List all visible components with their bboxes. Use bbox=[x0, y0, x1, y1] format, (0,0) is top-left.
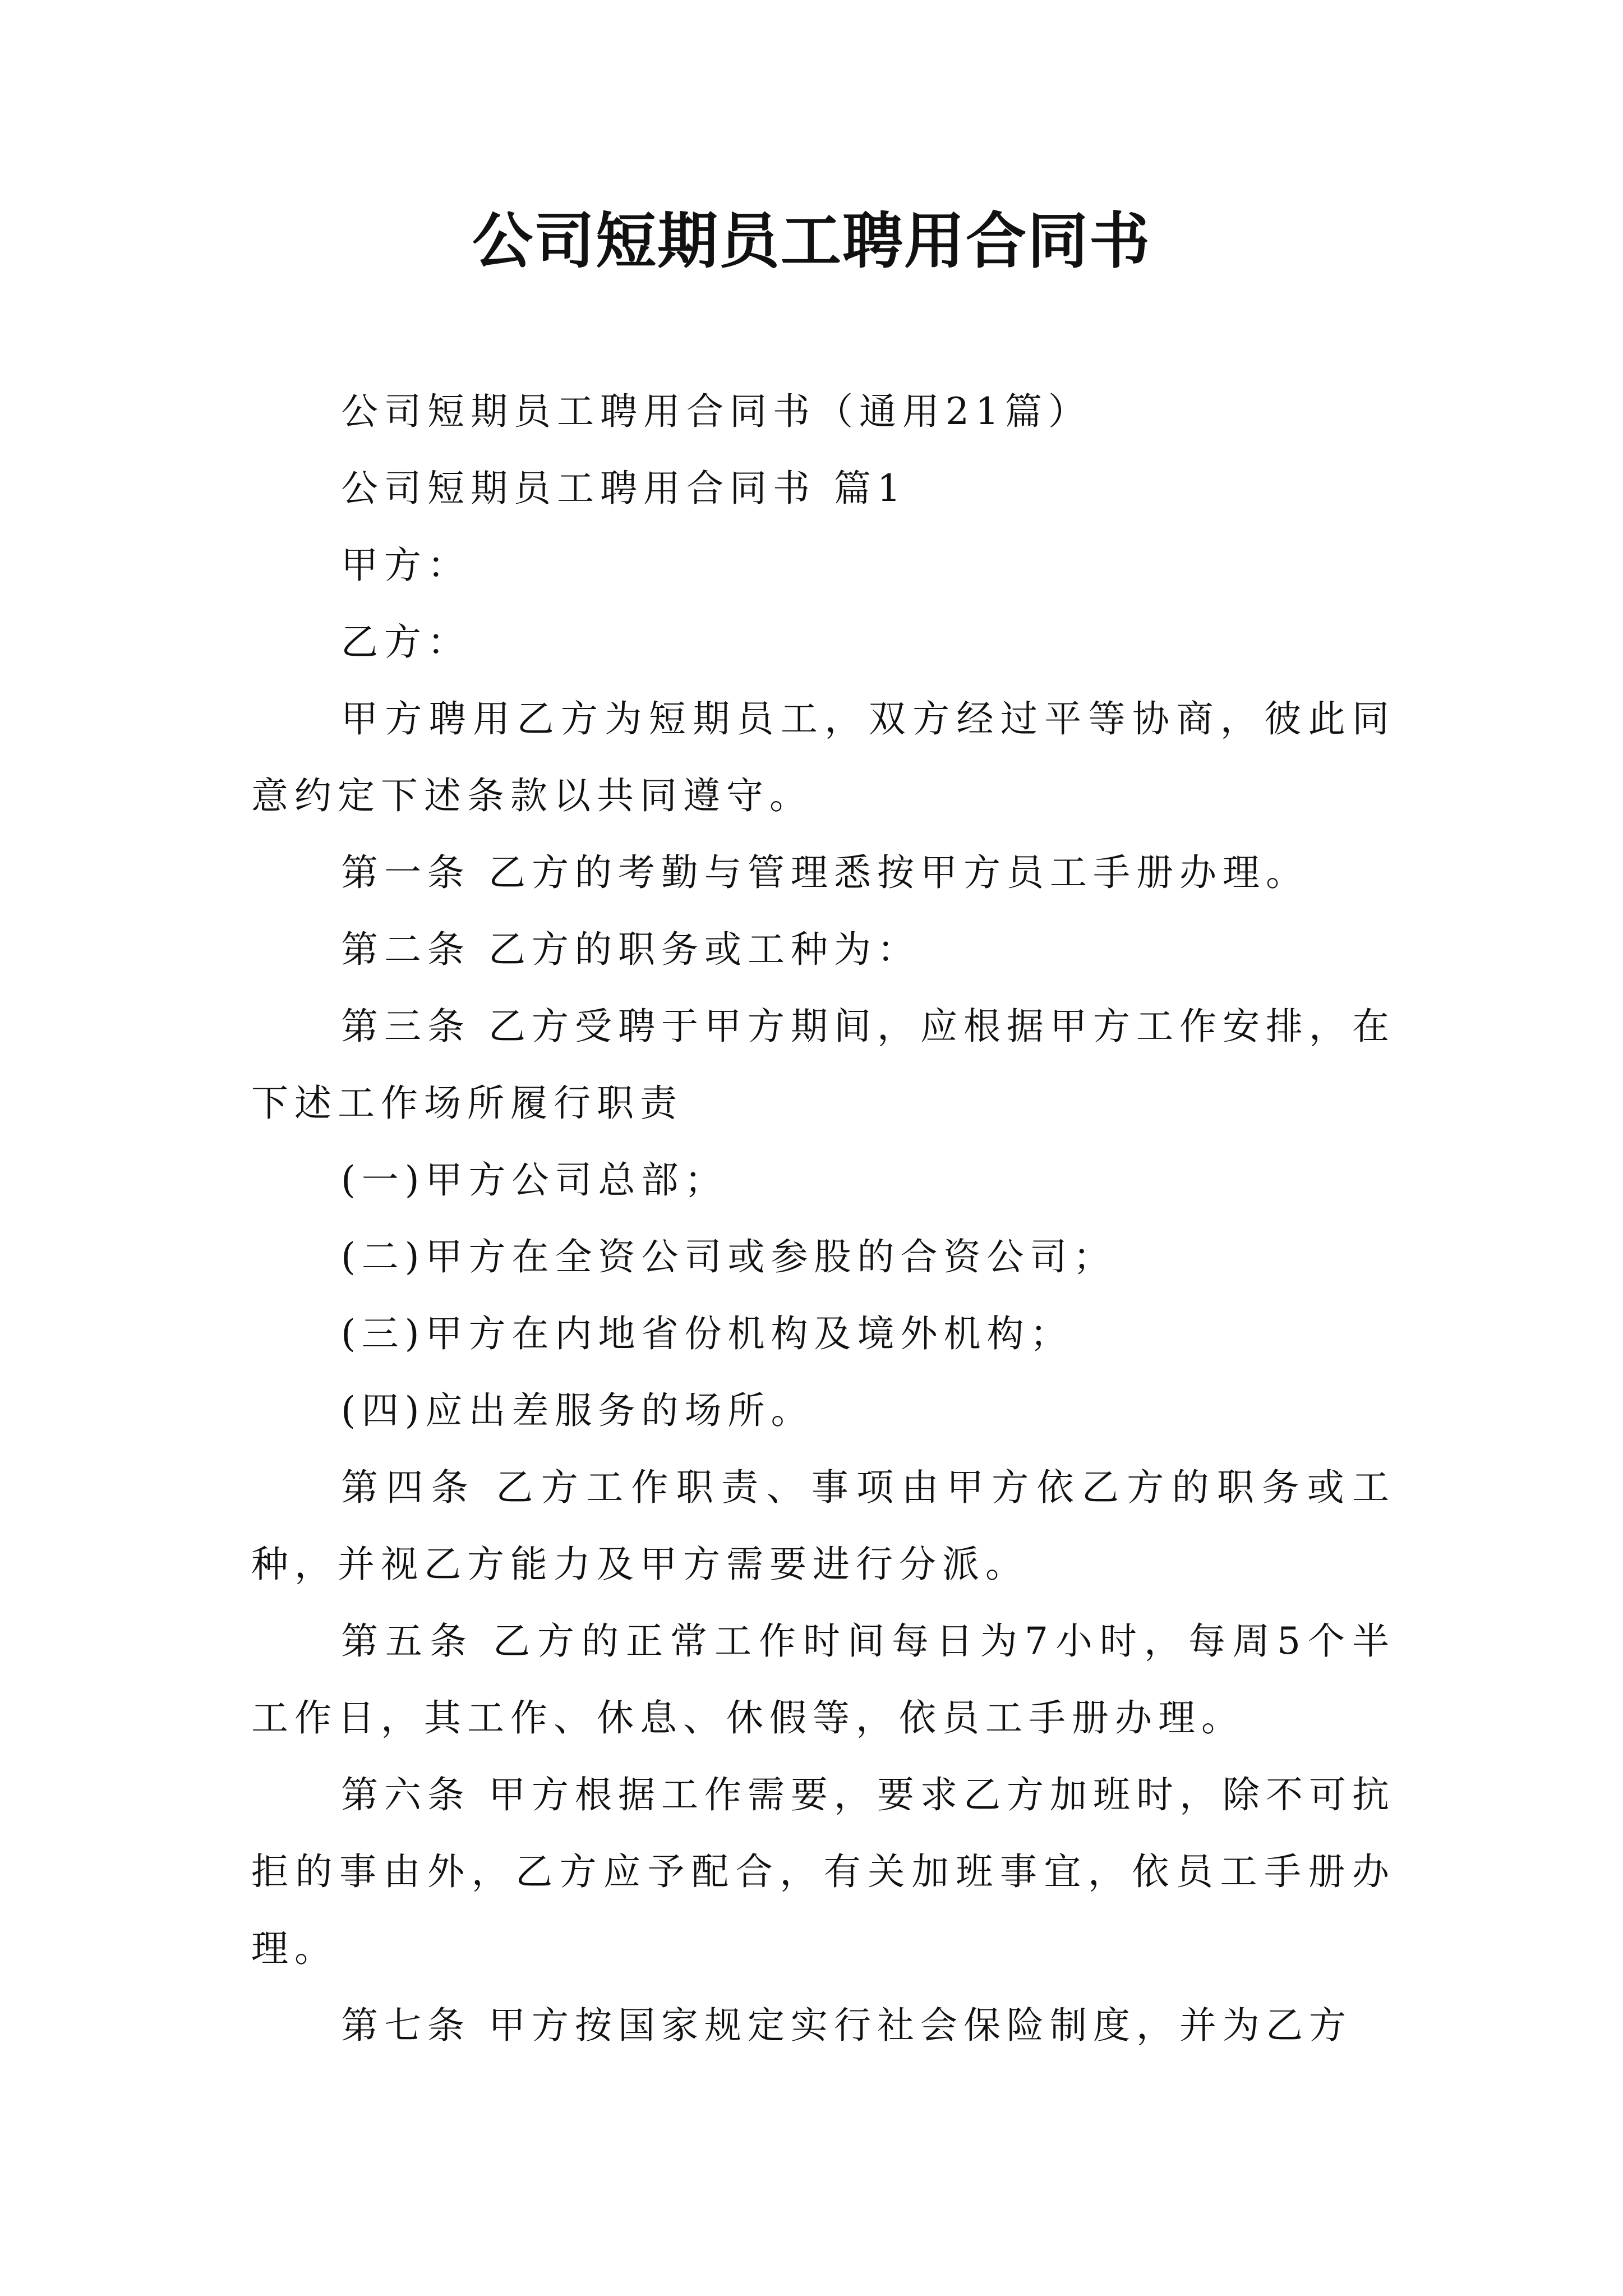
article-4-paragraph: 第四条 乙方工作职责、事项由甲方依乙方的职务或工种，并视乙方能力及甲方需要进行分派。 bbox=[251, 1466, 1395, 1586]
party-a-line: 甲方： bbox=[341, 544, 471, 587]
list-item-2: (二)甲方在全资公司或参股的合资公司； bbox=[341, 1235, 1117, 1278]
article-2-paragraph: 第二条 乙方的职务或工种为： bbox=[341, 928, 920, 971]
document-body bbox=[251, 373, 1395, 2064]
subtitle-paragraph: 公司短期员工聘用合同书（通用21篇） bbox=[341, 390, 1091, 433]
article-5-paragraph: 第五条 乙方的正常工作时间每日为7小时，每周5个半工作日，其工作、休息、休假等，依员工手册办理。 bbox=[251, 1619, 1395, 1740]
preamble-paragraph: 甲方聘用乙方为短期员工，双方经过平等协商，彼此同意约定下述条款以共同遵守。 bbox=[251, 697, 1395, 817]
list-item-3: (三)甲方在内地省份机构及境外机构； bbox=[341, 1312, 1073, 1355]
section-heading-paragraph: 公司短期员工聘用合同书 篇1 bbox=[341, 467, 907, 510]
article-1-paragraph: 第一条 乙方的考勤与管理悉按甲方员工手册办理。 bbox=[341, 851, 1309, 894]
article-3-paragraph: 第三条 乙方受聘于甲方期间，应根据甲方工作安排，在下述工作场所履行职责 bbox=[251, 1005, 1395, 1125]
list-item-1: (一)甲方公司总部； bbox=[341, 1158, 728, 1202]
document-title: 公司短期员工聘用合同书 bbox=[472, 206, 1151, 277]
article-7-paragraph: 第七条 甲方按国家规定实行社会保险制度，并为乙方 bbox=[341, 2004, 1352, 2047]
party-b-line: 乙方： bbox=[341, 620, 471, 664]
list-item-4: (四)应出差服务的场所。 bbox=[341, 1389, 814, 1432]
article-6-paragraph: 第六条 甲方根据工作需要，要求乙方加班时，除不可抗拒的事由外，乙方应予配合，有关加班事宜，依员工手册办理。 bbox=[251, 1773, 1395, 1970]
